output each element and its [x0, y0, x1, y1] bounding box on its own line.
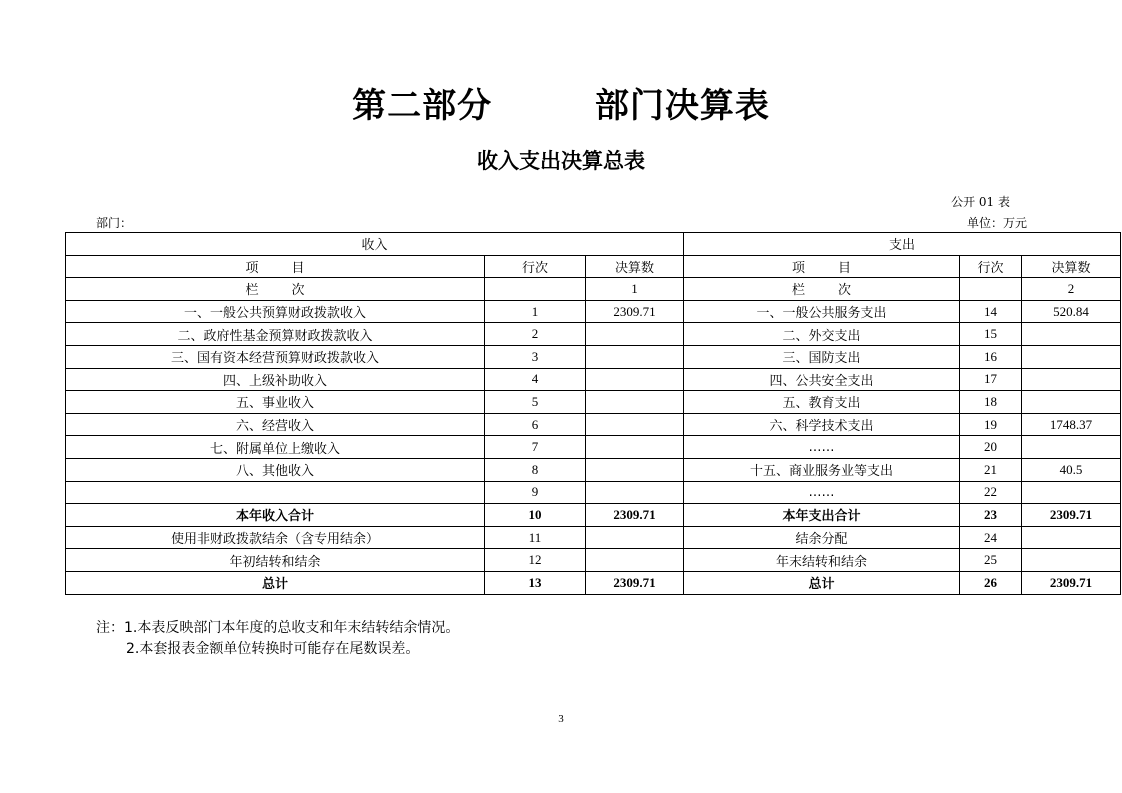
income-item-cell: 六、经营收入 — [66, 413, 485, 436]
expense-amount — [1022, 391, 1121, 414]
expense-item-cell: 二、外交支出 — [684, 323, 960, 346]
expense-amount — [1022, 481, 1121, 504]
income-item-cell: 本年收入合计 — [66, 504, 485, 527]
income-column-index: 1 — [586, 278, 684, 301]
income-row-number: 13 — [485, 571, 586, 594]
income-amount: 2309.71 — [586, 571, 684, 594]
expense-item-cell: 六、科学技术支出 — [684, 413, 960, 436]
income-row-number: 8 — [485, 458, 586, 481]
expense-item-cell: 本年支出合计 — [684, 504, 960, 527]
table-row — [66, 549, 1121, 572]
expense-row-number: 26 — [960, 571, 1022, 594]
expense-row-index-cell — [960, 278, 1022, 301]
expense-row-number: 22 — [960, 481, 1022, 504]
page-title: 第二部分 部门决算表 — [352, 86, 770, 126]
table-row — [66, 481, 1121, 504]
expense-item-header: 项 目 — [684, 255, 960, 278]
income-amount — [586, 391, 684, 414]
income-item-cell: 年初结转和结余 — [66, 549, 485, 572]
income-amount — [586, 549, 684, 572]
income-item-cell: 七、附属单位上缴收入 — [66, 436, 485, 459]
department-label: 部门： — [96, 216, 133, 230]
expense-amount — [1022, 549, 1121, 572]
expense-row-number: 24 — [960, 526, 1022, 549]
expense-amount: 2309.71 — [1022, 571, 1121, 594]
income-item-cell: 一、一般公共预算财政拨款收入 — [66, 300, 485, 323]
income-row-number: 2 — [485, 323, 586, 346]
form-number: 公开 01 表 — [951, 195, 1010, 209]
income-row-number: 10 — [485, 504, 586, 527]
notes — [96, 618, 459, 660]
income-item-cell: 二、政府性基金预算财政拨款收入 — [66, 323, 485, 346]
expense-column-index-label: 栏 次 — [684, 278, 960, 301]
income-amount — [586, 323, 684, 346]
expense-amount: 40.5 — [1022, 458, 1121, 481]
table-row — [66, 413, 1121, 436]
expense-item-cell: 总计 — [684, 571, 960, 594]
income-row-number: 6 — [485, 413, 586, 436]
expense-amount — [1022, 436, 1121, 459]
income-amount — [586, 526, 684, 549]
expense-item-cell: 五、教育支出 — [684, 391, 960, 414]
table-row — [66, 368, 1121, 391]
expense-item-cell: 结余分配 — [684, 526, 960, 549]
table-row — [66, 345, 1121, 368]
income-item-cell: 总计 — [66, 571, 485, 594]
expense-amount: 520.84 — [1022, 300, 1121, 323]
income-row-number: 1 — [485, 300, 586, 323]
income-amount — [586, 345, 684, 368]
table-row — [66, 323, 1121, 346]
income-item-cell: 四、上级补助收入 — [66, 368, 485, 391]
income-row-number: 4 — [485, 368, 586, 391]
income-amount: 2309.71 — [586, 504, 684, 527]
income-row-number: 11 — [485, 526, 586, 549]
expense-item-cell: 十五、商业服务业等支出 — [684, 458, 960, 481]
table-row — [66, 436, 1121, 459]
expense-row-number: 23 — [960, 504, 1022, 527]
expense-item-cell: 三、国防支出 — [684, 345, 960, 368]
expense-row-number: 21 — [960, 458, 1022, 481]
expense-amount-header: 决算数 — [1022, 255, 1121, 278]
income-amount — [586, 481, 684, 504]
expense-row-number: 14 — [960, 300, 1022, 323]
income-item-cell: 八、其他收入 — [66, 458, 485, 481]
expense-amount — [1022, 345, 1121, 368]
income-amount — [586, 436, 684, 459]
table-row — [66, 504, 1121, 527]
income-column-index-label: 栏 次 — [66, 278, 485, 301]
expense-amount — [1022, 323, 1121, 346]
table-row — [66, 458, 1121, 481]
note-line-1: 注：1.本表反映部门本年度的总收支和年末结转结余情况。 — [96, 620, 460, 636]
income-item-cell: 三、国有资本经营预算财政拨款收入 — [66, 345, 485, 368]
expense-amount — [1022, 368, 1121, 391]
table-title: 收入支出决算总表 — [477, 149, 645, 173]
table-row — [66, 526, 1121, 549]
expense-row-number: 25 — [960, 549, 1022, 572]
expense-row-number: 15 — [960, 323, 1022, 346]
income-row-number: 9 — [485, 481, 586, 504]
expense-column-index: 2 — [1022, 278, 1121, 301]
income-item-header: 项 目 — [66, 255, 485, 278]
income-amount — [586, 413, 684, 436]
expense-amount — [1022, 526, 1121, 549]
income-item-cell: 五、事业收入 — [66, 391, 485, 414]
income-expense-table — [65, 232, 1121, 595]
income-item-cell: 使用非财政拨款结余（含专用结余） — [66, 526, 485, 549]
income-section-header: 收入 — [66, 233, 684, 256]
expense-item-cell: 一、一般公共服务支出 — [684, 300, 960, 323]
income-row-number: 12 — [485, 549, 586, 572]
expense-row-number: 17 — [960, 368, 1022, 391]
unit-label: 单位：万元 — [966, 216, 1027, 230]
income-item-cell — [66, 481, 485, 504]
page-number: 3 — [558, 713, 564, 725]
expense-row-number: 19 — [960, 413, 1022, 436]
table-row — [66, 571, 1121, 594]
income-amount: 2309.71 — [586, 300, 684, 323]
table-row — [66, 391, 1121, 414]
table-row — [66, 300, 1121, 323]
expense-section-header: 支出 — [684, 233, 1121, 256]
income-row-number: 7 — [485, 436, 586, 459]
expense-item-cell: 年末结转和结余 — [684, 549, 960, 572]
expense-item-cell: 四、公共安全支出 — [684, 368, 960, 391]
expense-row-number: 16 — [960, 345, 1022, 368]
expense-row-number: 20 — [960, 436, 1022, 459]
expense-item-cell: …… — [684, 481, 960, 504]
income-row-header: 行次 — [485, 255, 586, 278]
expense-row-number: 18 — [960, 391, 1022, 414]
expense-item-cell: …… — [684, 436, 960, 459]
income-amount — [586, 368, 684, 391]
expense-row-header: 行次 — [960, 255, 1022, 278]
income-row-number: 5 — [485, 391, 586, 414]
expense-amount: 2309.71 — [1022, 504, 1121, 527]
income-amount — [586, 458, 684, 481]
expense-amount: 1748.37 — [1022, 413, 1121, 436]
note-line-2: 2.本套报表金额单位转换时可能存在尾数误差。 — [126, 641, 420, 657]
income-row-number: 3 — [485, 345, 586, 368]
income-row-index-cell — [485, 278, 586, 301]
income-amount-header: 决算数 — [586, 255, 684, 278]
